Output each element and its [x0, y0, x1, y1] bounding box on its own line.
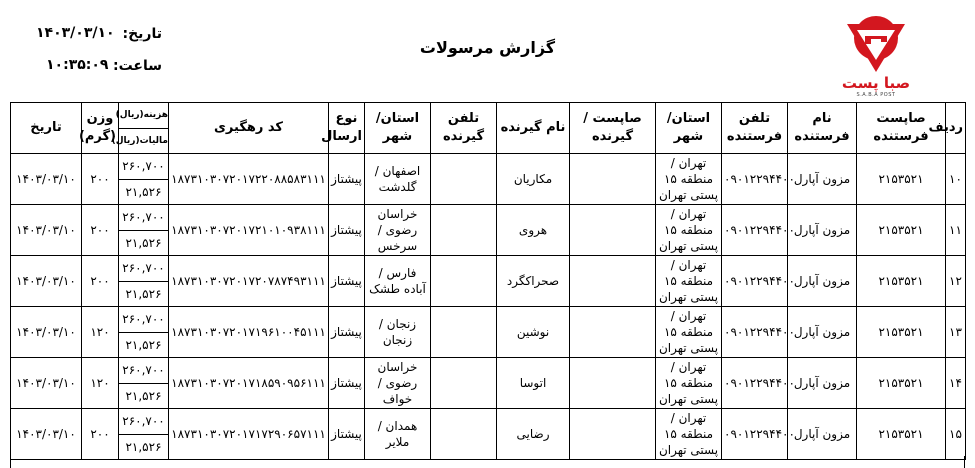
sender-id-cell: ۲۱۵۳۵۲۱ — [857, 256, 946, 307]
sender-name-cell: مزون آپارل — [788, 307, 857, 358]
table-row — [11, 358, 966, 409]
row-cell: ۱۵ — [946, 409, 966, 460]
col-row: ردیف — [946, 103, 966, 154]
brand-logo — [841, 14, 911, 104]
tracking-cell: ۱۸۷۳۱۰۳۰۷۲۰۱۷۲۱۰۱۰۹۳۸۱۱۱ — [169, 205, 329, 256]
weight-cell: ۲۰۰ — [82, 205, 119, 256]
origin-cell: تهران / منطقه ۱۵ پستی تهران — [656, 205, 722, 256]
sender-phone-cell: ۰۹۰۱۲۲۹۴۴۰۰ — [722, 307, 788, 358]
destination-cell: همدان / ملایر — [365, 409, 431, 460]
date-cell: ۱۴۰۳/۰۳/۱۰ — [11, 256, 82, 307]
col-receiver-phone: تلفن گیرنده — [431, 103, 497, 154]
weight-cell: ۲۰۰ — [82, 256, 119, 307]
time-label: ساعت: — [112, 58, 162, 74]
sender-phone-cell: ۰۹۰۱۲۲۹۴۴۰۰ — [722, 154, 788, 205]
origin-cell: تهران / منطقه ۱۵ پستی تهران — [656, 358, 722, 409]
table-header-row — [11, 103, 966, 154]
row-cell: ۱۴ — [946, 358, 966, 409]
date-cell: ۱۴۰۳/۰۳/۱۰ — [11, 205, 82, 256]
sender-id-cell: ۲۱۵۳۵۲۱ — [857, 154, 946, 205]
send-type-cell: پیشتاز — [329, 409, 365, 460]
tracking-cell: ۱۸۷۳۱۰۳۰۷۲۰۱۷۱۹۶۱۰۰۴۵۱۱۱ — [169, 307, 329, 358]
date-cell: ۱۴۰۳/۰۳/۱۰ — [11, 154, 82, 205]
col-sender-phone: تلفن فرستنده — [722, 103, 788, 154]
weight-cell: ۲۰۰ — [82, 154, 119, 205]
tax-value: ۲۱,۵۲۶ — [119, 383, 168, 408]
cost-tax-cell — [119, 409, 169, 460]
send-type-cell: پیشتاز — [329, 256, 365, 307]
sender-phone-cell: ۰۹۰۱۲۲۹۴۴۰۰ — [722, 205, 788, 256]
col-cost-tax — [111, 103, 169, 154]
sender-phone-cell: ۰۹۰۱۲۲۹۴۴۰۰ — [722, 409, 788, 460]
receiver-phone-cell — [431, 307, 497, 358]
cost-tax-cell — [119, 205, 169, 256]
destination-cell: زنجان / زنجان — [365, 307, 431, 358]
tax-value: ۲۱,۵۲۶ — [119, 281, 168, 306]
receiver-phone-cell — [431, 358, 497, 409]
receiver-id-cell — [570, 154, 656, 205]
receiver-name-cell: صحراکگرد — [497, 256, 570, 307]
col-tax: مالیات(ریال) — [119, 128, 168, 153]
date-cell: ۱۴۰۳/۰۳/۱۰ — [11, 307, 82, 358]
col-destination: استان/ شهر — [365, 103, 431, 154]
table-row — [11, 154, 966, 205]
weight-cell: ۲۰۰ — [82, 409, 119, 460]
weight-cell: ۱۲۰ — [82, 307, 119, 358]
origin-cell: تهران / منطقه ۱۵ پستی تهران — [656, 307, 722, 358]
send-type-cell: پیشتاز — [329, 154, 365, 205]
weight-cell: ۱۲۰ — [82, 358, 119, 409]
receiver-id-cell — [570, 409, 656, 460]
destination-cell: خراسان رضوی / سرخس — [365, 205, 431, 256]
col-cost: هزینه(ریال) — [115, 110, 168, 120]
receiver-phone-cell — [431, 154, 497, 205]
table-row — [11, 307, 966, 358]
cost-value: ۲۶۰,۷۰۰ — [122, 312, 165, 326]
cost-value: ۲۶۰,۷۰۰ — [122, 210, 165, 224]
col-origin: استان/ شهر — [656, 103, 722, 154]
cost-value: ۲۶۰,۷۰۰ — [122, 414, 165, 428]
time-value: ۱۰:۳۵:۰۹ — [46, 57, 109, 73]
brand-name: صبا پست — [841, 74, 911, 92]
sender-id-cell: ۲۱۵۳۵۲۱ — [857, 205, 946, 256]
table-row — [11, 256, 966, 307]
table-row — [11, 409, 966, 460]
cost-value: ۲۶۰,۷۰۰ — [122, 363, 165, 377]
tax-value: ۲۱,۵۲۶ — [119, 332, 168, 357]
send-type-cell: پیشتاز — [329, 358, 365, 409]
receiver-phone-cell — [431, 409, 497, 460]
tracking-cell: ۱۸۷۳۱۰۳۰۷۲۰۱۷۲۲۰۸۸۵۸۳۱۱۱ — [169, 154, 329, 205]
receiver-phone-cell — [431, 205, 497, 256]
sender-name-cell: مزون آپارل — [788, 256, 857, 307]
row-cell: ۱۳ — [946, 307, 966, 358]
origin-cell: تهران / منطقه ۱۵ پستی تهران — [656, 256, 722, 307]
sender-name-cell: مزون آپارل — [788, 205, 857, 256]
receiver-name-cell: مکاریان — [497, 154, 570, 205]
origin-cell: تهران / منطقه ۱۵ پستی تهران — [656, 154, 722, 205]
origin-cell: تهران / منطقه ۱۵ پستی تهران — [656, 409, 722, 460]
receiver-id-cell — [570, 256, 656, 307]
tax-value: ۲۱,۵۲۶ — [119, 230, 168, 255]
date-label: تاریخ: — [122, 26, 162, 42]
cost-tax-cell — [119, 256, 169, 307]
sender-name-cell: مزون آپارل — [788, 358, 857, 409]
col-receiver-id: صاپست /گیرنده — [570, 103, 656, 154]
shipments-table — [10, 102, 966, 460]
row-cell: ۱۲ — [946, 256, 966, 307]
cost-tax-cell — [119, 154, 169, 205]
receiver-id-cell — [570, 358, 656, 409]
destination-cell: اصفهان / گلدشت — [365, 154, 431, 205]
sender-name-cell: مزون آپارل — [788, 154, 857, 205]
col-weight: وزن (گرم) — [82, 103, 119, 154]
brand-tagline: S.A.B.A POST — [856, 92, 896, 98]
table-row — [11, 205, 966, 256]
receiver-name-cell: اتوسا — [497, 358, 570, 409]
row-cell: ۱۰ — [946, 154, 966, 205]
receiver-id-cell — [570, 205, 656, 256]
col-date: تاریخ — [11, 103, 82, 154]
cost-tax-cell — [119, 358, 169, 409]
cost-tax-cell — [119, 307, 169, 358]
table-bottom-edge — [10, 456, 965, 468]
row-cell: ۱۱ — [946, 205, 966, 256]
report-header — [0, 0, 975, 102]
date-cell: ۱۴۰۳/۰۳/۱۰ — [11, 358, 82, 409]
cost-value: ۲۶۰,۷۰۰ — [122, 159, 165, 173]
send-type-cell: پیشتاز — [329, 307, 365, 358]
sender-phone-cell: ۰۹۰۱۲۲۹۴۴۰۰ — [722, 358, 788, 409]
sender-id-cell: ۲۱۵۳۵۲۱ — [857, 358, 946, 409]
sender-id-cell: ۲۱۵۳۵۲۱ — [857, 409, 946, 460]
col-sender-name: نام فرستنده — [788, 103, 857, 154]
sender-id-cell: ۲۱۵۳۵۲۱ — [857, 307, 946, 358]
date-value: ۱۴۰۳/۰۳/۱۰ — [36, 25, 115, 41]
col-tracking: کد رهگیری — [169, 103, 329, 154]
report-title: گزارش مرسولات — [419, 38, 556, 57]
destination-cell: فارس / آباده طشک — [365, 256, 431, 307]
tax-value: ۲۱,۵۲۶ — [119, 434, 168, 459]
send-type-cell: پیشتاز — [329, 205, 365, 256]
tracking-cell: ۱۸۷۳۱۰۳۰۷۲۰۱۷۱۷۲۹۰۶۵۷۱۱۱ — [169, 409, 329, 460]
cost-value: ۲۶۰,۷۰۰ — [122, 261, 165, 275]
tracking-cell: ۱۸۷۳۱۰۳۰۷۲۰۱۷۲۰۷۸۷۴۹۳۱۱۱ — [169, 256, 329, 307]
col-sender-id: صاپست فرستنده — [857, 103, 946, 154]
tax-value: ۲۱,۵۲۶ — [119, 179, 168, 204]
col-receiver-name: نام گیرنده — [497, 103, 570, 154]
sender-name-cell: مزون آپارل — [788, 409, 857, 460]
date-cell: ۱۴۰۳/۰۳/۱۰ — [11, 409, 82, 460]
receiver-name-cell: هروی — [497, 205, 570, 256]
receiver-id-cell — [570, 307, 656, 358]
col-send-type: نوع ارسال — [329, 103, 365, 154]
destination-cell: خراسان رضوی / خواف — [365, 358, 431, 409]
tracking-cell: ۱۸۷۳۱۰۳۰۷۲۰۱۷۱۸۵۹۰۹۵۶۱۱۱ — [169, 358, 329, 409]
receiver-name-cell: رضایی — [497, 409, 570, 460]
receiver-name-cell: نوشین — [497, 307, 570, 358]
receiver-phone-cell — [431, 256, 497, 307]
sender-phone-cell: ۰۹۰۱۲۲۹۴۴۰۰ — [722, 256, 788, 307]
